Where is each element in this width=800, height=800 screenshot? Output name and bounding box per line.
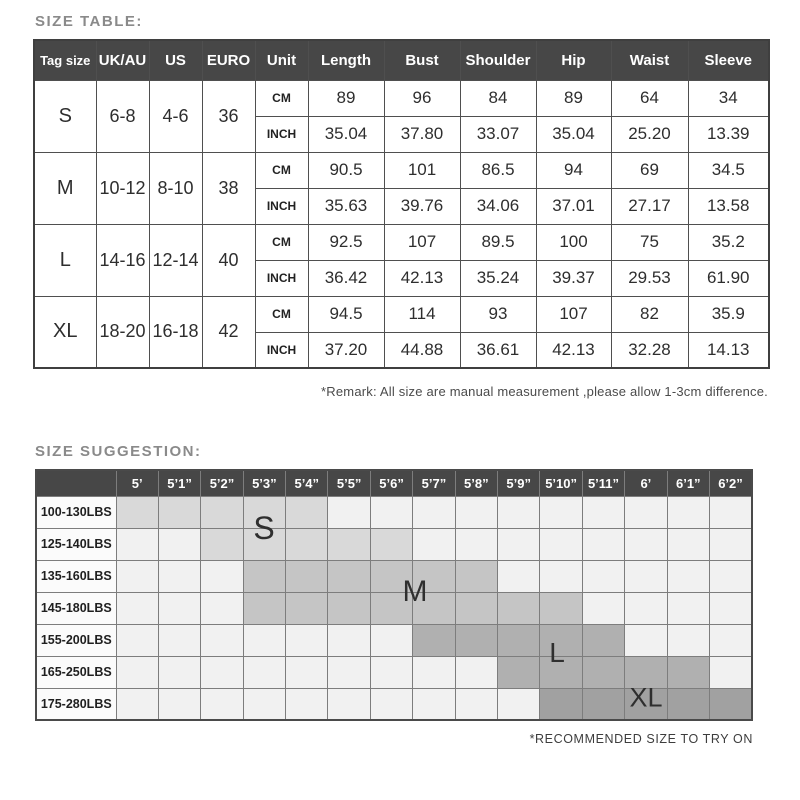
- measure-cm-cell: 114: [384, 296, 460, 332]
- size-table-header-waist: Waist: [611, 40, 688, 80]
- suggestion-cell-s: [286, 528, 328, 560]
- suggestion-cell-l: [540, 656, 582, 688]
- height-header-cell: 5’10”: [540, 470, 582, 496]
- suggestion-cell: [201, 592, 243, 624]
- suggestion-cell: [413, 656, 455, 688]
- suggestion-cell: [116, 688, 158, 720]
- measure-cm-cell: 35.9: [688, 296, 769, 332]
- measure-inch-cell: 33.07: [460, 116, 536, 152]
- suggestion-cell-xl: [540, 688, 582, 720]
- measure-inch-cell: 32.28: [611, 332, 688, 368]
- suggestion-row-165-250lbs: [36, 656, 752, 688]
- uk-au-cell: 10-12: [96, 152, 149, 224]
- measure-cm-cell: 90.5: [308, 152, 384, 188]
- suggestion-row-135-160lbs: [36, 560, 752, 592]
- weight-label-cell: 135-160LBS: [36, 560, 116, 592]
- us-cell: 4-6: [149, 80, 202, 152]
- measure-inch-cell: 13.39: [688, 116, 769, 152]
- band-label-l: L: [549, 637, 565, 668]
- measure-inch-cell: 39.76: [384, 188, 460, 224]
- euro-cell: 42: [202, 296, 255, 368]
- suggestion-cell: [625, 496, 667, 528]
- suggestion-cell: [455, 688, 497, 720]
- weight-label-cell: 125-140LBS: [36, 528, 116, 560]
- suggestion-cell: [116, 592, 158, 624]
- suggestion-cell-xl: [625, 688, 667, 720]
- suggestion-cell: [328, 656, 370, 688]
- suggestion-cell-s: [328, 528, 370, 560]
- suggestion-cell: [158, 656, 200, 688]
- euro-cell: 38: [202, 152, 255, 224]
- size-table-header-uk-au: UK/AU: [96, 40, 149, 80]
- suggestion-cell-l: [455, 624, 497, 656]
- measure-cm-cell: 34: [688, 80, 769, 116]
- unit-cell-inch: INCH: [255, 260, 308, 296]
- size-table-header-tag-size: Tag size: [34, 40, 96, 80]
- euro-cell: 36: [202, 80, 255, 152]
- size-table-header-row: [34, 40, 769, 80]
- measure-inch-cell: 34.06: [460, 188, 536, 224]
- suggestion-cell: [540, 528, 582, 560]
- suggestion-cell-m: [455, 560, 497, 592]
- suggestion-cell: [625, 560, 667, 592]
- suggestion-cell: [455, 528, 497, 560]
- suggestion-cell: [667, 624, 709, 656]
- tag-size-cell: L: [34, 224, 96, 296]
- suggestion-cell: [582, 528, 624, 560]
- suggestion-cell: [667, 592, 709, 624]
- measure-inch-cell: 35.04: [536, 116, 611, 152]
- measure-cm-cell: 86.5: [460, 152, 536, 188]
- measure-inch-cell: 35.24: [460, 260, 536, 296]
- band-label-m: M: [402, 575, 428, 608]
- suggestion-cell-s: [243, 496, 285, 528]
- suggestion-cell-s: [158, 496, 200, 528]
- height-header-cell: 6’2”: [709, 470, 752, 496]
- suggestion-cell: [328, 496, 370, 528]
- height-header-cell: 6’1”: [667, 470, 709, 496]
- suggestion-row-155-200lbs: [36, 624, 752, 656]
- suggestion-cell: [328, 624, 370, 656]
- suggestion-cell: [709, 592, 752, 624]
- size-row-s-cm: [34, 80, 769, 116]
- measure-inch-cell: 61.90: [688, 260, 769, 296]
- suggestion-cell: [582, 560, 624, 592]
- measure-cm-cell: 64: [611, 80, 688, 116]
- measure-inch-cell: 39.37: [536, 260, 611, 296]
- suggestion-cell: [328, 688, 370, 720]
- size-suggestion-table: [35, 469, 753, 721]
- measure-cm-cell: 100: [536, 224, 611, 260]
- size-table-header-length: Length: [308, 40, 384, 80]
- measure-inch-cell: 42.13: [384, 260, 460, 296]
- measure-inch-cell: 36.42: [308, 260, 384, 296]
- suggestion-cell: [455, 496, 497, 528]
- unit-cell-inch: INCH: [255, 188, 308, 224]
- suggestion-cell: [667, 496, 709, 528]
- us-cell: 8-10: [149, 152, 202, 224]
- suggestion-cell: [709, 560, 752, 592]
- size-row-m-cm: [34, 152, 769, 188]
- suggestion-cell: [243, 656, 285, 688]
- measure-cm-cell: 94: [536, 152, 611, 188]
- measure-inch-cell: 25.20: [611, 116, 688, 152]
- tag-size-cell: S: [34, 80, 96, 152]
- suggestion-cell: [582, 496, 624, 528]
- suggestion-cell: [286, 656, 328, 688]
- unit-cell-cm: CM: [255, 152, 308, 188]
- suggestion-cell-xl: [582, 688, 624, 720]
- suggestion-cell: [158, 688, 200, 720]
- tag-size-cell: M: [34, 152, 96, 224]
- suggestion-cell-l: [582, 624, 624, 656]
- suggestion-body: [36, 496, 752, 720]
- suggestion-cell: [455, 656, 497, 688]
- suggestion-cell-xl: [667, 688, 709, 720]
- suggestion-cell: [116, 560, 158, 592]
- size-table-header-row: [34, 40, 769, 80]
- euro-cell: 40: [202, 224, 255, 296]
- suggestion-cell: [625, 624, 667, 656]
- height-header-cell: 5’2”: [201, 470, 243, 496]
- suggestion-cell-m: [286, 560, 328, 592]
- suggestion-cell: [667, 560, 709, 592]
- measure-inch-cell: 29.53: [611, 260, 688, 296]
- suggestion-cell-l: [582, 656, 624, 688]
- size-table: [33, 39, 770, 369]
- suggestion-cell-s: [243, 528, 285, 560]
- measure-inch-cell: 35.04: [308, 116, 384, 152]
- suggestion-cell: [158, 624, 200, 656]
- suggestion-cell: [709, 624, 752, 656]
- suggestion-cell-m: [455, 592, 497, 624]
- suggestion-cell: [540, 496, 582, 528]
- suggestion-cell: [286, 624, 328, 656]
- suggestion-cell-m: [370, 592, 412, 624]
- suggestion-cell: [370, 624, 412, 656]
- measure-cm-cell: 96: [384, 80, 460, 116]
- size-table-header-euro: EURO: [202, 40, 255, 80]
- suggestion-cell: [413, 688, 455, 720]
- suggestion-cell: [667, 528, 709, 560]
- weight-label-cell: 100-130LBS: [36, 496, 116, 528]
- unit-cell-cm: CM: [255, 296, 308, 332]
- suggestion-cell: [709, 656, 752, 688]
- band-label-xl: XL: [629, 682, 663, 713]
- measure-cm-cell: 101: [384, 152, 460, 188]
- unit-cell-cm: CM: [255, 80, 308, 116]
- uk-au-cell: 6-8: [96, 80, 149, 152]
- suggestion-cell-m: [413, 560, 455, 592]
- suggestion-cell-m: [498, 592, 540, 624]
- size-row-l-cm: [34, 224, 769, 260]
- size-suggestion-heading: SIZE SUGGESTION:: [35, 443, 202, 460]
- measure-cm-cell: 34.5: [688, 152, 769, 188]
- suggestion-cell: [201, 656, 243, 688]
- suggestion-cell-l: [413, 624, 455, 656]
- suggestion-cell: [201, 688, 243, 720]
- measure-inch-cell: 36.61: [460, 332, 536, 368]
- measure-cm-cell: 84: [460, 80, 536, 116]
- suggestion-cell-s: [116, 496, 158, 528]
- suggestion-cell-m: [243, 592, 285, 624]
- height-header-cell: 5’: [116, 470, 158, 496]
- suggestion-cell: [158, 528, 200, 560]
- measure-cm-cell: 82: [611, 296, 688, 332]
- measure-inch-cell: 37.20: [308, 332, 384, 368]
- suggestion-cell: [286, 688, 328, 720]
- unit-cell-inch: INCH: [255, 116, 308, 152]
- height-header-cell: 5’8”: [455, 470, 497, 496]
- size-suggestion-chart: [35, 469, 753, 721]
- suggestion-cell: [243, 688, 285, 720]
- measure-inch-cell: 27.17: [611, 188, 688, 224]
- height-header-cell: 5’9”: [498, 470, 540, 496]
- measure-inch-cell: 44.88: [384, 332, 460, 368]
- measure-cm-cell: 93: [460, 296, 536, 332]
- suggestion-cell-l: [498, 656, 540, 688]
- height-header-cell: 5’7”: [413, 470, 455, 496]
- measure-inch-cell: 42.13: [536, 332, 611, 368]
- size-table-header-sleeve: Sleeve: [688, 40, 769, 80]
- measure-inch-cell: 14.13: [688, 332, 769, 368]
- size-table-header-hip: Hip: [536, 40, 611, 80]
- suggestion-cell: [498, 496, 540, 528]
- suggestion-cell: [709, 496, 752, 528]
- band-label-s: S: [253, 510, 275, 546]
- weight-label-cell: 175-280LBS: [36, 688, 116, 720]
- measure-cm-cell: 92.5: [308, 224, 384, 260]
- unit-cell-inch: INCH: [255, 332, 308, 368]
- suggestion-cell-l: [498, 624, 540, 656]
- tag-size-cell: XL: [34, 296, 96, 368]
- suggestion-cell-m: [540, 592, 582, 624]
- uk-au-cell: 14-16: [96, 224, 149, 296]
- suggestion-row-175-280lbs: [36, 688, 752, 720]
- suggestion-cell-s: [201, 496, 243, 528]
- measure-cm-cell: 107: [384, 224, 460, 260]
- weight-label-cell: 145-180LBS: [36, 592, 116, 624]
- suggestion-cell: [158, 592, 200, 624]
- height-header-cell: 5’6”: [370, 470, 412, 496]
- suggestion-cell: [370, 496, 412, 528]
- uk-au-cell: 18-20: [96, 296, 149, 368]
- suggestion-cell-s: [370, 528, 412, 560]
- measure-inch-cell: 13.58: [688, 188, 769, 224]
- suggestion-cell-xl: [709, 688, 752, 720]
- measure-inch-cell: 35.63: [308, 188, 384, 224]
- suggestion-cell: [498, 560, 540, 592]
- suggestion-cell: [625, 592, 667, 624]
- suggestion-cell-l: [625, 656, 667, 688]
- height-header-cell: 5’11”: [582, 470, 624, 496]
- height-header-cell: 5’5”: [328, 470, 370, 496]
- suggestion-cell: [370, 656, 412, 688]
- suggestion-cell: [243, 624, 285, 656]
- suggestion-cell: [116, 624, 158, 656]
- suggestion-cell-m: [328, 560, 370, 592]
- measure-inch-cell: 37.01: [536, 188, 611, 224]
- suggestion-row-125-140lbs: [36, 528, 752, 560]
- suggestion-cell: [498, 688, 540, 720]
- size-table-header-unit: Unit: [255, 40, 308, 80]
- height-header-cell: 5’1”: [158, 470, 200, 496]
- suggestion-cell: [582, 592, 624, 624]
- measure-cm-cell: 89: [536, 80, 611, 116]
- suggestion-cell: [709, 528, 752, 560]
- weight-label-cell: 165-250LBS: [36, 656, 116, 688]
- suggestion-cell-m: [413, 592, 455, 624]
- remark-note: *Remark: All size are manual measurement ,please allow 1-3cm difference.: [321, 384, 768, 399]
- suggestion-cell: [413, 528, 455, 560]
- suggestion-cell: [370, 688, 412, 720]
- suggestion-cell: [158, 560, 200, 592]
- size-table-body: [34, 80, 769, 368]
- suggestion-header-row: [36, 470, 752, 496]
- suggestion-cell-s: [201, 528, 243, 560]
- size-table-header-us: US: [149, 40, 202, 80]
- suggestion-cell-l: [667, 656, 709, 688]
- suggestion-cell: [625, 528, 667, 560]
- suggestion-cell-l: [540, 624, 582, 656]
- suggestion-cell: [201, 624, 243, 656]
- suggestion-cell: [116, 656, 158, 688]
- height-header-cell: 5’4”: [286, 470, 328, 496]
- us-cell: 16-18: [149, 296, 202, 368]
- suggestion-cell: [116, 528, 158, 560]
- size-row-xl-cm: [34, 296, 769, 332]
- measure-cm-cell: 69: [611, 152, 688, 188]
- suggestion-cell: [413, 496, 455, 528]
- us-cell: 12-14: [149, 224, 202, 296]
- suggestion-cell-m: [243, 560, 285, 592]
- size-table-header-shoulder: Shoulder: [460, 40, 536, 80]
- size-table-heading: SIZE TABLE:: [35, 13, 143, 30]
- measure-cm-cell: 75: [611, 224, 688, 260]
- suggestion-row-145-180lbs: [36, 592, 752, 624]
- suggestion-cell: [498, 528, 540, 560]
- measure-cm-cell: 94.5: [308, 296, 384, 332]
- unit-cell-cm: CM: [255, 224, 308, 260]
- size-table-header-bust: Bust: [384, 40, 460, 80]
- height-header-cell: 6’: [625, 470, 667, 496]
- measure-cm-cell: 107: [536, 296, 611, 332]
- measure-inch-cell: 37.80: [384, 116, 460, 152]
- height-header-cell: 5’3”: [243, 470, 285, 496]
- suggestion-header-row: [36, 470, 752, 496]
- measure-cm-cell: 89: [308, 80, 384, 116]
- weight-label-cell: 155-200LBS: [36, 624, 116, 656]
- suggestion-cell: [540, 560, 582, 592]
- recommended-size-note: *RECOMMENDED SIZE TO TRY ON: [529, 732, 753, 746]
- suggestion-cell: [201, 560, 243, 592]
- suggestion-cell-m: [286, 592, 328, 624]
- suggestion-cell-m: [370, 560, 412, 592]
- measure-cm-cell: 89.5: [460, 224, 536, 260]
- suggestion-cell-s: [286, 496, 328, 528]
- suggestion-corner-cell: [36, 470, 116, 496]
- suggestion-row-100-130lbs: [36, 496, 752, 528]
- suggestion-cell-m: [328, 592, 370, 624]
- measure-cm-cell: 35.2: [688, 224, 769, 260]
